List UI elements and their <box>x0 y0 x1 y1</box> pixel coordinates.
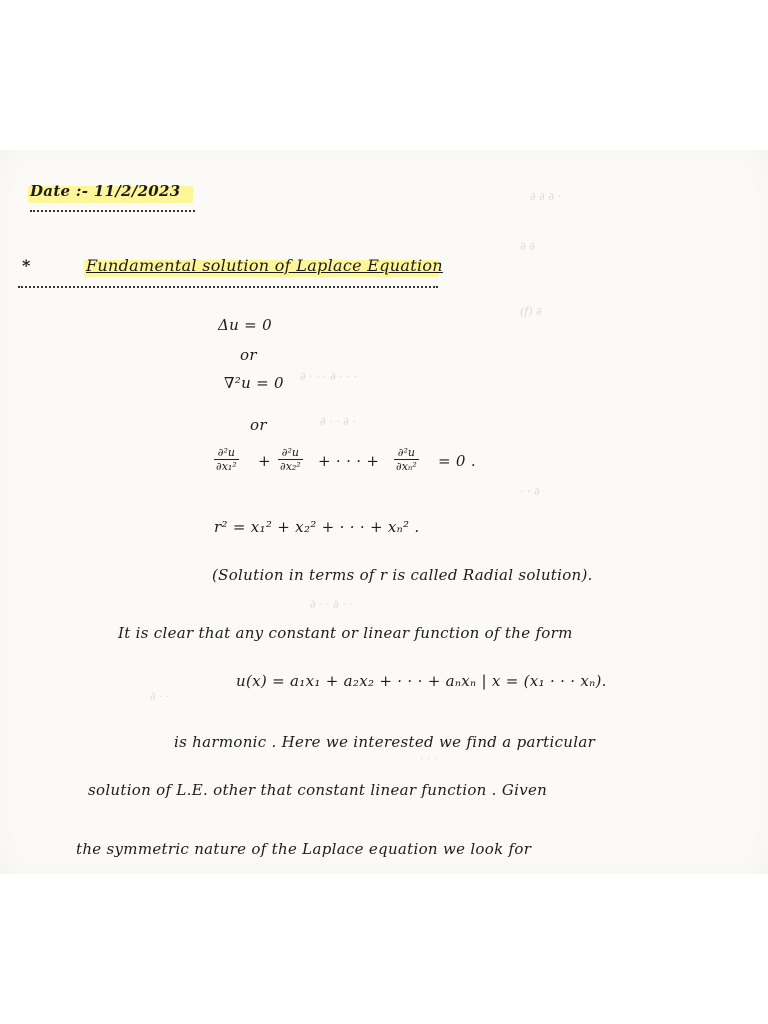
fraction-denominator: ∂xₙ² <box>396 460 417 473</box>
second-derivative-x2 <box>278 446 303 473</box>
laplace-nabla-equation: ∇²u = 0 <box>224 374 284 392</box>
fraction-numerator: ∂²u <box>214 446 239 460</box>
bleed-through-mark: ∂ · · ∂ · · <box>310 598 353 611</box>
second-derivative-xn <box>394 446 419 473</box>
or-connector: or <box>250 416 267 434</box>
radius-equation: r² = x₁² + x₂² + · · · + xₙ² . <box>214 518 420 536</box>
section-title: Fundamental solution of Laplace Equation <box>86 256 443 275</box>
bleed-through-mark: ∂ · · <box>150 690 170 703</box>
star-marker: * <box>22 256 31 275</box>
fraction-numerator: ∂²u <box>278 446 303 460</box>
bleed-through-mark: (f) ∂ <box>520 305 542 318</box>
plus-sign: + <box>258 452 271 470</box>
bleed-through-mark: ∂ ∂ <box>520 240 535 253</box>
title-underline <box>18 278 438 288</box>
radial-solution-note: (Solution in terms of r is called Radial solution). <box>212 566 593 584</box>
linear-function-equation: u(x) = a₁x₁ + a₂x₂ + · · · + aₙxₙ | x = (x₁ · · · xₙ). <box>236 672 607 690</box>
body-line: It is clear that any constant or linear function of the form <box>118 624 573 642</box>
fraction-denominator: ∂x₂² <box>280 460 301 473</box>
fraction-numerator: ∂²u <box>394 446 419 460</box>
fraction-denominator: ∂x₁² <box>216 460 237 473</box>
bleed-through-mark: ∂ · · ∂ · <box>320 415 356 428</box>
bleed-through-mark: ∂ · · · ∂ · · · <box>300 370 357 383</box>
bleed-through-mark: ∂ ∂ ∂ · <box>530 190 562 203</box>
ellipsis-sum: + · · · + <box>318 452 380 470</box>
bleed-through-mark: · · · <box>420 752 438 765</box>
or-connector: or <box>240 346 257 364</box>
second-derivative-x1 <box>214 446 239 473</box>
body-line: is harmonic . Here we interested we find a particular <box>174 733 596 751</box>
equals-zero: = 0 . <box>438 452 476 470</box>
date-text: Date :- 11/2/2023 <box>30 182 181 200</box>
laplace-delta-equation: Δu = 0 <box>218 316 272 334</box>
body-line: the symmetric nature of the Laplace equation we look for <box>76 840 532 858</box>
body-line: solution of L.E. other that constant linear function . Given <box>88 781 548 799</box>
date-underline <box>30 202 195 212</box>
bleed-through-mark: · · ∂ <box>520 485 540 498</box>
